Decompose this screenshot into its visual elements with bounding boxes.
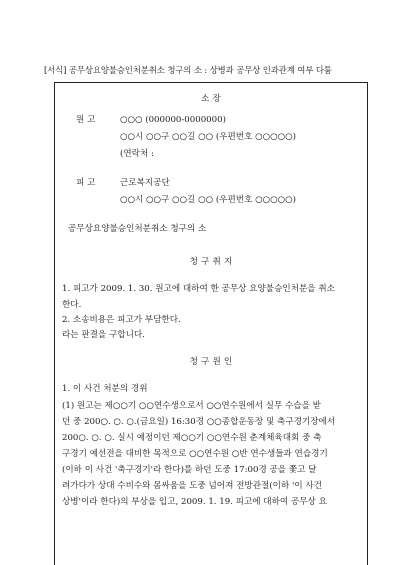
cause-heading: 청 구 원 인 bbox=[189, 357, 233, 367]
body-line: 상병'이라 한다)의 부상을 입고, 2009. 1. 19. 피고에 대하여 공무상 요 bbox=[62, 497, 327, 507]
defendant-name: 근로복지공단 bbox=[120, 178, 170, 188]
plaintiff-label: 원 고 bbox=[76, 115, 96, 125]
body-line: (1) 원고는 제○○기 ○○연수생으로서 ○○연수원에서 실무 수습을 받 bbox=[62, 401, 321, 411]
plaintiff-name: ○○○ (000000-0000000) bbox=[120, 115, 226, 125]
defendant-address: ○○시 ○○구 ○○길 ○○ (우편번호 ○○○○○) bbox=[120, 195, 296, 205]
body-line: 던 중 200○. ○. ○.(금요일) 16:30경 ○○종합운동장 및 축구경기장에서 bbox=[62, 417, 336, 427]
body-line: 200○. ○. ○. 실시 예정이던 제○○기 ○○연수원 춘계체육대회 중 축 bbox=[62, 433, 322, 443]
document-title: [서식] 공무상요양불승인처분취소 청구의 소 : 상병과 공무상 인과관계 여부 다툼 bbox=[44, 65, 332, 75]
body-line: (이하 이 사건 '축구경기'라 한다)를 하던 도중 17:00경 공을 쫓고 달 bbox=[62, 465, 317, 475]
claim-line: 2. 소송비용은 피고가 부담한다. bbox=[62, 315, 181, 325]
claim-line: 한다. bbox=[62, 300, 82, 310]
case-title: 공무상요양불승인처분취소 청구의 소 bbox=[68, 224, 207, 234]
plaintiff-address: ○○시 ○○구 ○○길 ○○ (우편번호 ○○○○○) bbox=[120, 132, 296, 142]
complaint-heading: 소 장 bbox=[201, 94, 221, 104]
section-heading: 1. 이 사건 처분의 경위 bbox=[62, 384, 148, 394]
defendant-label: 피 고 bbox=[76, 178, 96, 188]
body-line: 려가다가 상대 수비수와 몸싸움을 도중 넘어져 전방관절(이하 '이 사건 bbox=[62, 481, 323, 491]
claim-line: 라는 판결을 구합니다. bbox=[62, 330, 145, 340]
body-line: 구경기 예선전을 대비한 목적으로 ○○연수원 ○반 연수생들과 연습경기 bbox=[62, 449, 328, 459]
claim-heading: 청 구 취 지 bbox=[189, 257, 233, 267]
claim-line: 1. 피고가 2009. 1. 30. 원고에 대하여 한 공무상 요양불승인처분을 취소 bbox=[62, 284, 335, 294]
plaintiff-contact: (연락처 : bbox=[120, 149, 154, 159]
